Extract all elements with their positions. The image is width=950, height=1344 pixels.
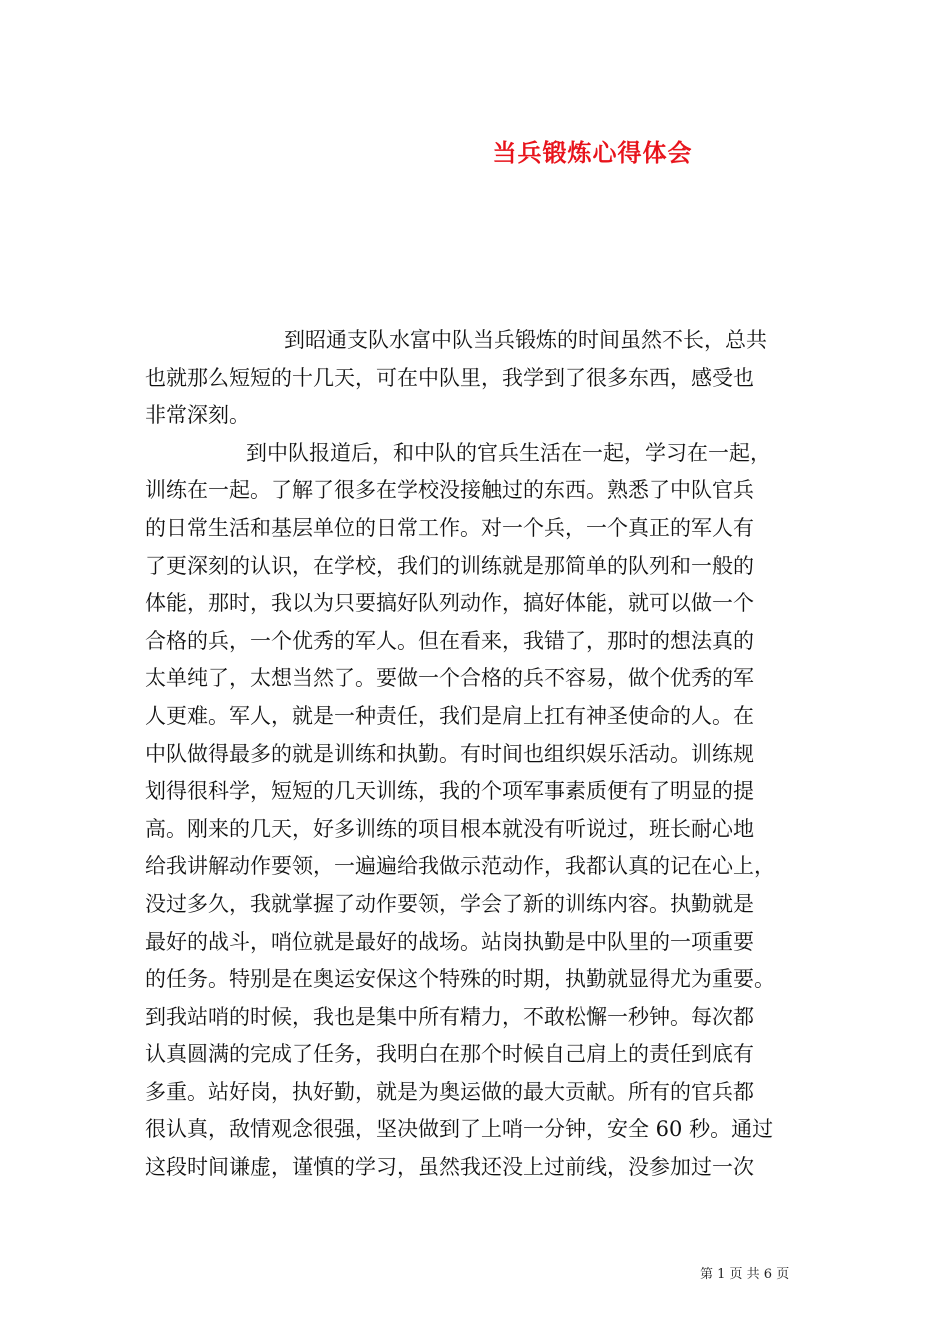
paragraph-2-line-11: 高。刚来的几天，好多训练的项目根本就没有听说过，班长耐心地 <box>145 816 754 841</box>
paragraph-2-line-15: 的任务。特别是在奥运安保这个特殊的时期，执勤就显得尤为重要。 <box>145 967 775 992</box>
paragraph-2-line-2: 训练在一起。了解了很多在学校没接触过的东西。熟悉了中队官兵 <box>145 478 754 503</box>
paragraph-1-line-3: 非常深刻。 <box>145 403 250 428</box>
paragraph-2-line-5: 体能，那时，我以为只要搞好队列动作，搞好体能，就可以做一个 <box>145 591 754 616</box>
paragraph-1-line-1: 到昭通支队水富中队当兵锻炼的时间虽然不长，总共 <box>284 328 767 352</box>
paragraph-2-line-7: 太单纯了，太想当然了。要做一个合格的兵不容易，做个优秀的军 <box>145 666 754 691</box>
paragraph-2-line-9: 中队做得最多的就是训练和执勤。有时间也组织娱乐活动。训练规 <box>145 741 754 766</box>
paragraph-2-line-3: 的日常生活和基层单位的日常工作。对一个兵，一个真正的军人有 <box>145 515 754 540</box>
paragraph-1-line-2: 也就那么短短的十几天，可在中队里，我学到了很多东西，感受也 <box>145 365 754 390</box>
paragraph-2-line-20: 这段时间谦虚，谨慎的学习，虽然我还没上过前线，没参加过一次 <box>145 1155 754 1180</box>
paragraph-2-line-14: 最好的战斗，哨位就是最好的战场。站岗执勤是中队里的一项重要 <box>145 929 754 954</box>
paragraph-2-line-6: 合格的兵，一个优秀的军人。但在看来，我错了，那时的想法真的 <box>145 628 754 653</box>
document-title: 当兵锻炼心得体会 <box>492 138 693 167</box>
paragraph-2-line-12: 给我讲解动作要领，一遍遍给我做示范动作，我都认真的记在心上， <box>145 854 775 879</box>
page-number-footer: 第 1 页 共 6 页 <box>700 1267 790 1282</box>
paragraph-2-line-18: 多重。站好岗，执好勤，就是为奥运做的最大贡献。所有的官兵都 <box>145 1079 754 1104</box>
paragraph-2-line-21 <box>145 1187 811 1225</box>
paragraph-2-line-19: 很认真，敌情观念很强，坚决做到了上哨一分钟，安全 60 秒。通过 <box>145 1117 774 1142</box>
paragraph-2-line-17: 认真圆满的完成了任务，我明白在那个时候自己肩上的责任到底有 <box>145 1042 754 1067</box>
paragraph-2-line-13: 没过多久，我就掌握了动作要领，学会了新的训练内容。执勤就是 <box>145 891 754 916</box>
paragraph-2-line-8: 人更难。军人，就是一种责任，我们是肩上扛有神圣使命的人。在 <box>145 703 754 728</box>
paragraph-2-line-10: 划得很科学，短短的几天训练，我的个项军事素质便有了明显的提 <box>145 779 754 804</box>
paragraph-2-line-4: 了更深刻的认识，在学校，我们的训练就是那简单的队列和一般的 <box>145 553 754 578</box>
paragraph-2-line-16: 到我站哨的时候，我也是集中所有精力，不敢松懈一秒钟。每次都 <box>145 1004 754 1029</box>
paragraph-2-line-1: 到中队报道后，和中队的官兵生活在一起，学习在一起， <box>246 440 771 465</box>
document-body <box>145 322 811 1224</box>
